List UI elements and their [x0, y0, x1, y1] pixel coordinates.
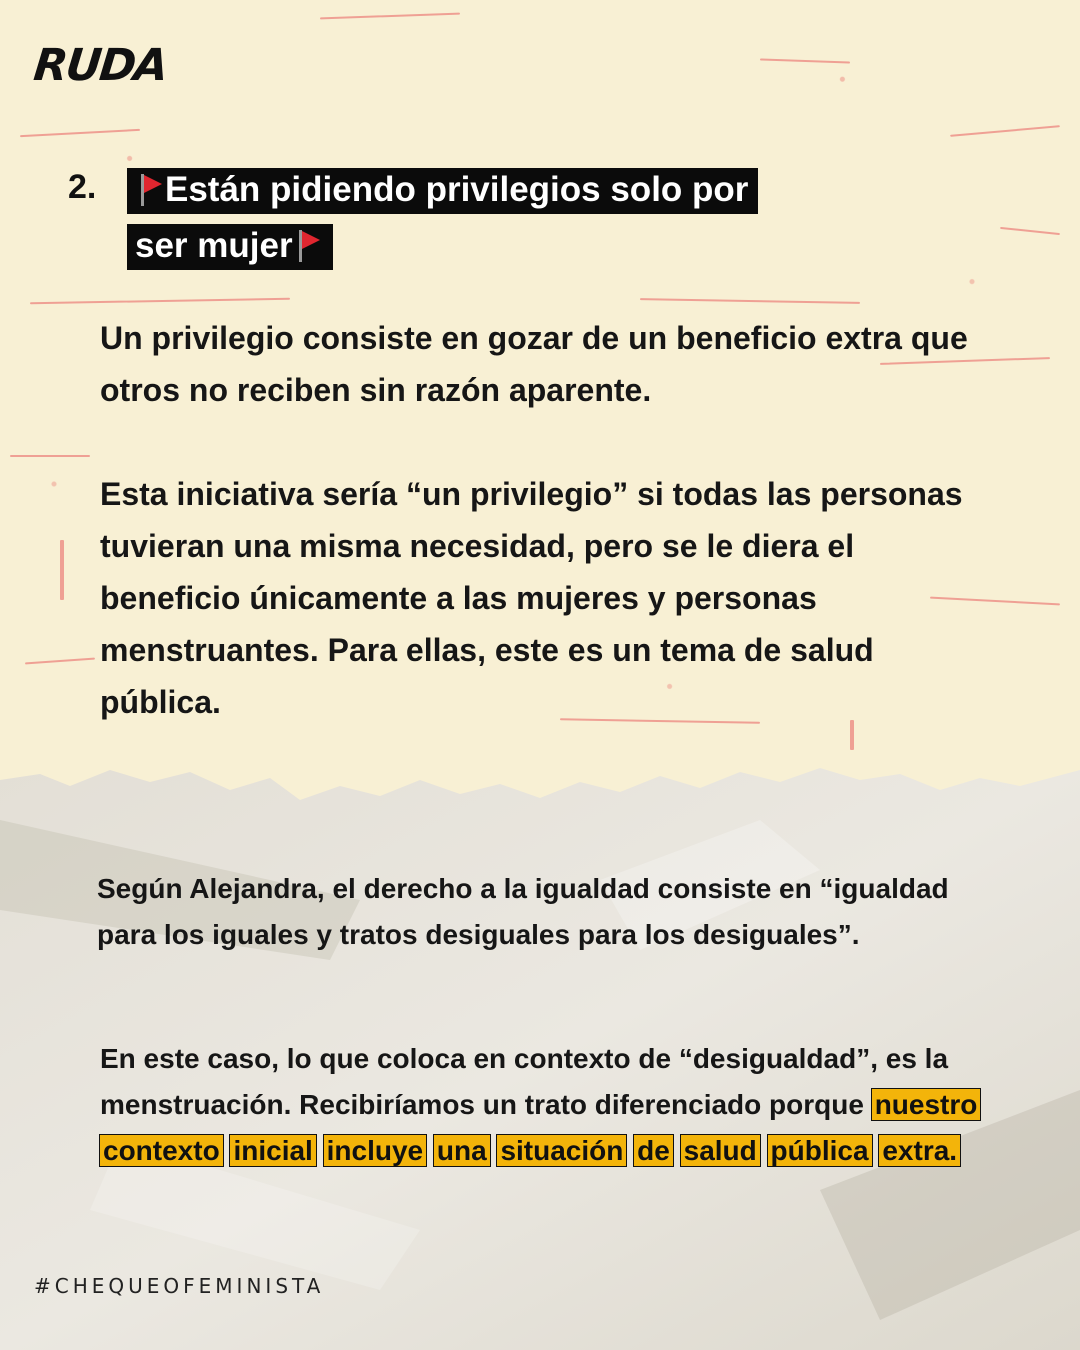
- menstruation-context: En este caso, lo que coloca en contexto de “desigualdad”, es la menstruación. Recibiríamos un trato diferenciado porque nuestro contexto inicial incluye una situación de salud pública extra.: [100, 1036, 1000, 1174]
- title-line-1: Están pidiendo privilegios solo por: [127, 168, 758, 214]
- initiative-explanation: Esta iniciativa sería “un privilegio” si todas las personas tuvieran una misma necesidad, pero se le diera el beneficio únicamente a las mujeres y personas menstruantes. Para ellas, este es un tema de salud pública.: [100, 476, 963, 720]
- highlight-word: una: [434, 1135, 490, 1166]
- highlight-word: de: [634, 1135, 673, 1166]
- highlight-word: extra.: [879, 1135, 960, 1166]
- item-number: 2.: [68, 168, 97, 206]
- highlight-word: incluye: [324, 1135, 426, 1166]
- ruda-logo: RUDA: [31, 40, 169, 91]
- title-line-2: ser mujer: [127, 224, 333, 270]
- hashtag: #CHEQUEOFEMINISTA: [34, 1274, 325, 1298]
- highlight-word: situación: [497, 1135, 626, 1166]
- highlight-word: inicial: [230, 1135, 315, 1166]
- highlight-word: pública: [768, 1135, 872, 1166]
- equality-quote: Según Alejandra, el derecho a la igualdad consiste en “igualdad para los iguales y tratos desiguales para los desiguales”.: [97, 873, 949, 950]
- privilege-definition: Un privilegio consiste en gozar de un beneficio extra que otros no reciben sin razón aparente.: [100, 320, 968, 408]
- red-flag-icon: [296, 230, 320, 262]
- red-flag-icon: [138, 174, 162, 206]
- highlight-word: contexto: [100, 1135, 223, 1166]
- highlight-word: salud: [681, 1135, 760, 1166]
- highlight-word: nuestro: [872, 1089, 981, 1120]
